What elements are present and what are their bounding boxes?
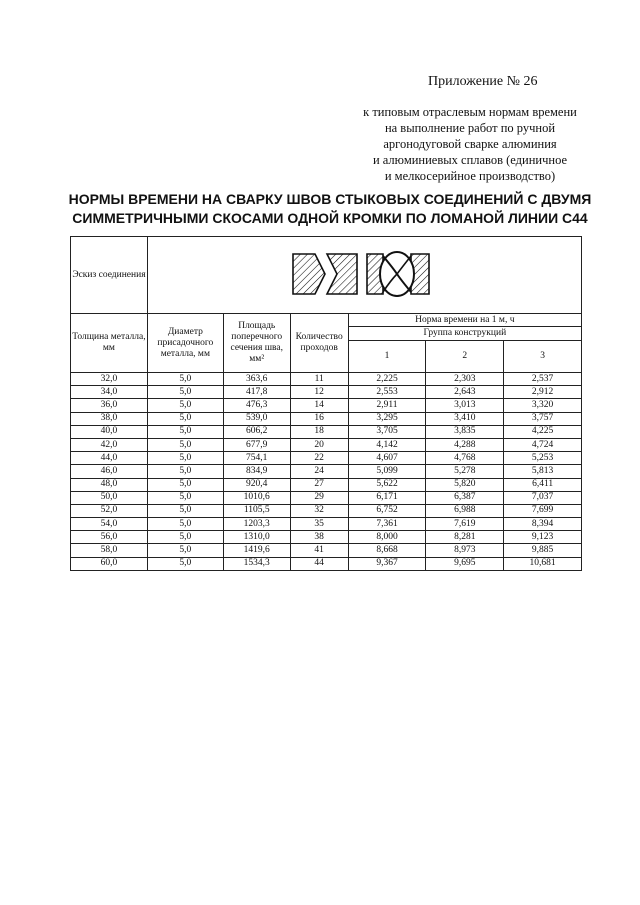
cell-passes: 11	[290, 373, 348, 386]
cell-norm-group-1: 5,099	[348, 465, 426, 478]
cell-thickness: 32,0	[71, 373, 148, 386]
cell-area: 1534,3	[223, 557, 290, 570]
header-time-norm: Норма времени на 1 м, ч	[348, 314, 581, 327]
cell-norm-group-3: 7,037	[504, 491, 582, 504]
cell-norm-group-1: 8,000	[348, 531, 426, 544]
cell-norm-group-2: 4,768	[426, 452, 504, 465]
cell-passes: 44	[290, 557, 348, 570]
cell-area: 1010,6	[223, 491, 290, 504]
title-line: СИММЕТРИЧНЫМИ СКОСАМИ ОДНОЙ КРОМКИ ПО ЛОМАНОЙ ЛИНИИ С44	[72, 210, 588, 226]
cell-norm-group-3: 4,225	[504, 425, 582, 438]
appendix-subtitle	[330, 104, 610, 184]
cell-thickness: 60,0	[71, 557, 148, 570]
table-row	[71, 465, 582, 478]
subtitle-line: аргонодуговой сварке алюминия	[383, 137, 557, 151]
cell-diameter: 5,0	[147, 438, 223, 451]
cell-norm-group-3: 9,885	[504, 544, 582, 557]
cell-passes: 27	[290, 478, 348, 491]
cell-thickness: 48,0	[71, 478, 148, 491]
cell-norm-group-1: 2,553	[348, 386, 426, 399]
cell-norm-group-3: 5,813	[504, 465, 582, 478]
cell-area: 417,8	[223, 386, 290, 399]
subtitle-line: к типовым отраслевым нормам времени	[363, 105, 577, 119]
cell-norm-group-1: 9,367	[348, 557, 426, 570]
cell-passes: 12	[290, 386, 348, 399]
cell-norm-group-1: 4,607	[348, 452, 426, 465]
header-row	[71, 314, 582, 327]
header-passes: Количество проходов	[290, 314, 348, 373]
cell-area: 1419,6	[223, 544, 290, 557]
table-body	[71, 373, 582, 571]
table-row	[71, 412, 582, 425]
cell-norm-group-2: 3,013	[426, 399, 504, 412]
header-group-3: 3	[504, 340, 582, 372]
cell-diameter: 5,0	[147, 425, 223, 438]
document-title	[60, 190, 600, 228]
cell-norm-group-1: 2,911	[348, 399, 426, 412]
cell-norm-group-3: 3,320	[504, 399, 582, 412]
subtitle-line: на выполнение работ по ручной	[384, 121, 556, 135]
cell-norm-group-3: 3,757	[504, 412, 582, 425]
cell-area: 539,0	[223, 412, 290, 425]
cell-diameter: 5,0	[147, 399, 223, 412]
cell-diameter: 5,0	[147, 491, 223, 504]
sketch-label: Эскиз соединения	[71, 237, 148, 314]
cell-norm-group-1: 3,705	[348, 425, 426, 438]
cell-passes: 16	[290, 412, 348, 425]
cell-diameter: 5,0	[147, 544, 223, 557]
cell-area: 834,9	[223, 465, 290, 478]
table-row	[71, 438, 582, 451]
cell-norm-group-1: 3,295	[348, 412, 426, 425]
table-row	[71, 544, 582, 557]
cell-area: 476,3	[223, 399, 290, 412]
cell-norm-group-3: 5,253	[504, 452, 582, 465]
cell-norm-group-1: 5,622	[348, 478, 426, 491]
header-group-1: 1	[348, 340, 426, 372]
time-norms-table	[70, 236, 582, 571]
cell-norm-group-2: 6,988	[426, 504, 504, 517]
cell-norm-group-1: 7,361	[348, 518, 426, 531]
subtitle-line: и алюминиевых сплавов (единичное	[372, 153, 568, 167]
cell-thickness: 34,0	[71, 386, 148, 399]
cell-passes: 38	[290, 531, 348, 544]
cell-norm-group-2: 9,695	[426, 557, 504, 570]
appendix-number: Приложение № 26	[428, 74, 538, 89]
table-row	[71, 386, 582, 399]
cell-diameter: 5,0	[147, 452, 223, 465]
header-area: Площадь поперечного сечения шва, мм²	[223, 314, 290, 373]
table-row	[71, 557, 582, 570]
cell-norm-group-3: 4,724	[504, 438, 582, 451]
cell-area: 606,2	[223, 425, 290, 438]
cell-area: 1310,0	[223, 531, 290, 544]
cell-diameter: 5,0	[147, 518, 223, 531]
cell-norm-group-2: 5,278	[426, 465, 504, 478]
cell-passes: 29	[290, 491, 348, 504]
cell-passes: 24	[290, 465, 348, 478]
title-line: НОРМЫ ВРЕМЕНИ НА СВАРКУ ШВОВ СТЫКОВЫХ СОЕДИНЕНИЙ С ДВУМЯ	[68, 191, 592, 207]
cell-norm-group-2: 8,973	[426, 544, 504, 557]
table-row	[71, 504, 582, 517]
cell-thickness: 40,0	[71, 425, 148, 438]
cell-norm-group-2: 3,835	[426, 425, 504, 438]
cell-diameter: 5,0	[147, 478, 223, 491]
table-row	[71, 373, 582, 386]
table-row	[71, 452, 582, 465]
cell-thickness: 50,0	[71, 491, 148, 504]
cell-norm-group-3: 2,912	[504, 386, 582, 399]
cell-thickness: 52,0	[71, 504, 148, 517]
cell-diameter: 5,0	[147, 465, 223, 478]
cell-passes: 32	[290, 504, 348, 517]
cell-norm-group-2: 2,303	[426, 373, 504, 386]
cell-norm-group-2: 5,820	[426, 478, 504, 491]
cell-area: 1105,5	[223, 504, 290, 517]
cell-norm-group-2: 8,281	[426, 531, 504, 544]
cell-norm-group-2: 4,288	[426, 438, 504, 451]
cell-norm-group-2: 6,387	[426, 491, 504, 504]
cell-norm-group-2: 3,410	[426, 412, 504, 425]
header-diameter: Диаметр присадочного металла, мм	[147, 314, 223, 373]
subtitle-line: и мелкосерийное производство)	[384, 169, 556, 183]
cell-diameter: 5,0	[147, 386, 223, 399]
cell-thickness: 42,0	[71, 438, 148, 451]
cell-diameter: 5,0	[147, 412, 223, 425]
cell-area: 920,4	[223, 478, 290, 491]
cell-thickness: 46,0	[71, 465, 148, 478]
cell-area: 1203,3	[223, 518, 290, 531]
cell-thickness: 44,0	[71, 452, 148, 465]
cell-norm-group-1: 8,668	[348, 544, 426, 557]
weld-joint-sketch-icon	[289, 244, 439, 306]
cell-passes: 41	[290, 544, 348, 557]
table-row	[71, 518, 582, 531]
cell-thickness: 58,0	[71, 544, 148, 557]
cell-diameter: 5,0	[147, 504, 223, 517]
cell-thickness: 36,0	[71, 399, 148, 412]
cell-norm-group-3: 2,537	[504, 373, 582, 386]
table-row	[71, 531, 582, 544]
cell-norm-group-1: 6,171	[348, 491, 426, 504]
cell-norm-group-3: 10,681	[504, 557, 582, 570]
table-row	[71, 399, 582, 412]
header-group-2: 2	[426, 340, 504, 372]
cell-norm-group-3: 6,411	[504, 478, 582, 491]
cell-area: 754,1	[223, 452, 290, 465]
cell-thickness: 54,0	[71, 518, 148, 531]
joint-sketch	[147, 237, 581, 314]
cell-norm-group-1: 4,142	[348, 438, 426, 451]
header-group: Группа конструкций	[348, 327, 581, 340]
cell-norm-group-2: 2,643	[426, 386, 504, 399]
cell-norm-group-1: 2,225	[348, 373, 426, 386]
cell-passes: 14	[290, 399, 348, 412]
cell-area: 677,9	[223, 438, 290, 451]
cell-diameter: 5,0	[147, 373, 223, 386]
cell-passes: 22	[290, 452, 348, 465]
cell-diameter: 5,0	[147, 531, 223, 544]
sketch-row	[71, 237, 582, 314]
cell-passes: 18	[290, 425, 348, 438]
cell-area: 363,6	[223, 373, 290, 386]
cell-passes: 35	[290, 518, 348, 531]
cell-passes: 20	[290, 438, 348, 451]
table-row	[71, 478, 582, 491]
cell-norm-group-1: 6,752	[348, 504, 426, 517]
header-thickness: Толщина металла, мм	[71, 314, 148, 373]
cell-norm-group-2: 7,619	[426, 518, 504, 531]
cell-norm-group-3: 9,123	[504, 531, 582, 544]
cell-norm-group-3: 8,394	[504, 518, 582, 531]
cell-norm-group-3: 7,699	[504, 504, 582, 517]
cell-diameter: 5,0	[147, 557, 223, 570]
table-row	[71, 425, 582, 438]
cell-thickness: 56,0	[71, 531, 148, 544]
cell-thickness: 38,0	[71, 412, 148, 425]
table-row	[71, 491, 582, 504]
